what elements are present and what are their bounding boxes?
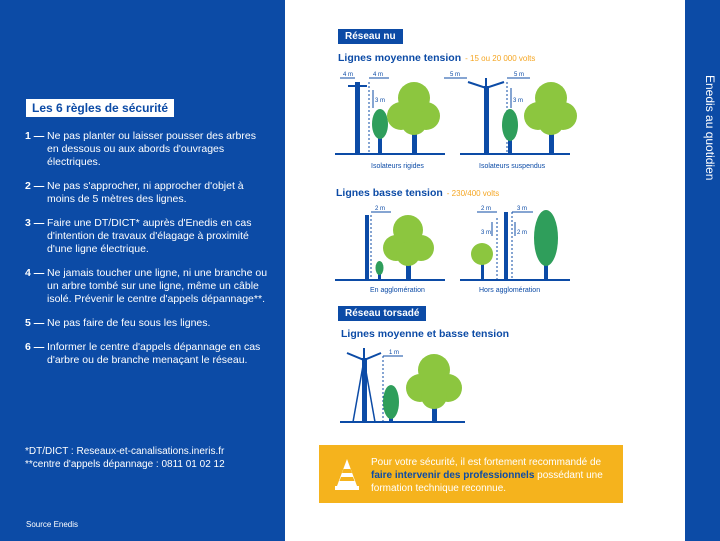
left-panel: [0, 0, 285, 541]
tree-icon: [538, 109, 564, 135]
rule-text: Ne pas planter ou laisser pousser des arbres en dessous ou aux abords d'ouvrages électriques.: [47, 130, 256, 168]
caption-isolateurs-suspendus: Isolateurs suspendus: [479, 163, 546, 170]
tree-icon: [376, 261, 384, 275]
pole-icon: [365, 215, 369, 280]
distance-label: 2 m: [517, 230, 528, 236]
distance-label: 3 m: [513, 98, 524, 104]
tree-icon: [393, 215, 423, 245]
tree-icon: [534, 210, 558, 266]
rule-text: Faire une DT/DICT* auprès d'Enedis en cas d'intention de travaux d'élagage à proximité d'une ligne électrique.: [47, 217, 252, 255]
tree-icon: [421, 383, 447, 409]
rules-title: Les 6 règles de sécurité: [26, 99, 174, 117]
distance-label: 4 m: [373, 72, 384, 78]
pole-icon: [355, 82, 360, 154]
tree-icon: [418, 354, 450, 386]
distance-label: 5 m: [450, 72, 461, 78]
distance-label: 2 m: [375, 206, 386, 212]
rule-number: 1 —: [25, 130, 45, 142]
rule-number: 5 —: [25, 317, 45, 329]
tag-reseau-torsade: Réseau torsadé: [338, 306, 426, 321]
traffic-cone-icon: [333, 457, 361, 491]
pole-icon: [484, 86, 489, 154]
rule-number: 4 —: [25, 267, 45, 279]
heading-mt-title: Lignes moyenne tension: [338, 52, 462, 64]
heading-bt-title: Lignes basse tension: [336, 187, 443, 199]
warning-text-start: Pour votre sécurité, il est fortement recommandé de: [371, 457, 602, 468]
source-label: Source Enedis: [26, 520, 79, 529]
network-illustrations: [285, 0, 685, 440]
footnote-dt-dict: *DT/DICT : Reseaux-et-canalisations.ineris.fr: [25, 446, 225, 457]
rule-text: Informer le centre d'appels dépannage en cas d'arbre ou de branche menaçant le réseau.: [47, 341, 261, 366]
distance-label: 3 m: [375, 98, 386, 104]
distance-label: 4 m: [343, 72, 354, 78]
warning-text-bold: faire intervenir des professionnels: [371, 470, 535, 481]
rule-item: [25, 317, 270, 330]
tree-icon: [396, 242, 420, 266]
rule-item: [25, 267, 270, 306]
caption-hors-agglomeration: Hors agglomération: [479, 287, 541, 294]
rule-item: [25, 130, 270, 169]
heading-mt-volts: - 15 ou 20 000 volts: [465, 54, 536, 63]
warning-text-end: possédant une formation technique reconnue.: [371, 470, 603, 494]
footnotes: [25, 445, 225, 471]
warning-box: [319, 445, 623, 503]
rule-number: 2 —: [25, 180, 45, 192]
strip-title: Enedis au quotidien: [703, 75, 717, 181]
distance-label: 3 m: [517, 206, 528, 212]
distance-label: 1 m: [389, 350, 400, 356]
distance-label: 5 m: [514, 72, 525, 78]
tree-icon: [372, 109, 388, 139]
rule-item: [25, 180, 270, 206]
rule-text: Ne pas s'approcher, ni approcher d'objet à moins de 5 mètres des lignes.: [47, 180, 244, 205]
rule-number: 3 —: [25, 217, 45, 229]
rule-item: [25, 217, 270, 256]
rule-text: Ne pas faire de feu sous les lignes.: [47, 317, 211, 329]
distance-label: 3 m: [481, 230, 492, 236]
tag-reseau-nu: Réseau nu: [338, 29, 403, 44]
tree-icon: [401, 109, 427, 135]
tree-icon: [383, 385, 399, 419]
tree-icon: [502, 109, 518, 141]
tree-icon: [471, 243, 493, 265]
pole-icon: [504, 212, 508, 280]
heading-torsade: Lignes moyenne et basse tension: [341, 328, 510, 340]
distance-label: 2 m: [481, 206, 492, 212]
rules-list: [25, 130, 270, 378]
rule-item: [25, 341, 270, 367]
caption-isolateurs-rigides: Isolateurs rigides: [371, 163, 424, 170]
caption-agglomeration: En agglomération: [370, 287, 425, 294]
rule-number: 6 —: [25, 341, 45, 353]
heading-bt-volts: - 230/400 volts: [446, 189, 500, 198]
warning-text: [371, 456, 616, 495]
footnote-phone: **centre d'appels dépannage : 0811 01 02 12: [25, 459, 225, 470]
rule-text: Ne jamais toucher une ligne, ni une branche ou un arbre tombé sur une ligne, même un câble isolé. Prévenir le centre d'appels dépannage**.: [47, 267, 268, 305]
